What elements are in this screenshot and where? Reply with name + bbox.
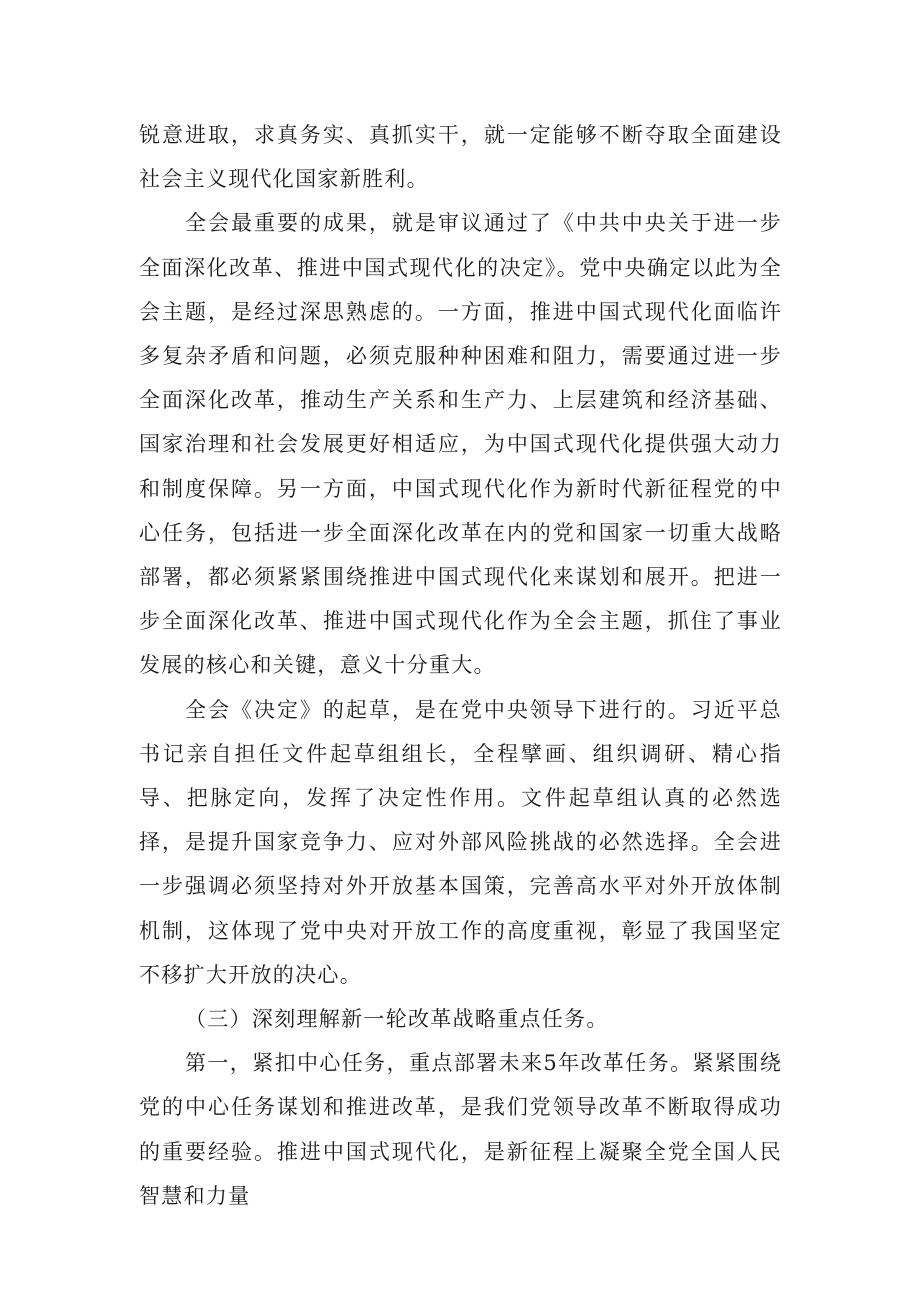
paragraph-decision-drafting: 全会《决定》的起草，是在党中央领导下进行的。习近平总书记亲自担任文件起草组组长，全程擘画、组织调研、精心指导、把脉定向，发挥了决定性作用。文件起草组认真的必然选择，是提升国家竞争力、应对外部风险挑战的必然选择。全会进一步强调必须坚持对外开放基本国策，完善高水平对外开放体制机制，这体现了党中央对开放工作的高度重视，彰显了我国坚定不移扩大开放的决心。: [139, 697, 782, 987]
document-body: [139, 113, 782, 1218]
section-heading-3: （三）深刻理解新一轮改革战略重点任务。: [185, 1007, 609, 1032]
paragraph-continuation: 锐意进取，求真务实、真抓实干，就一定能够不断夺取全面建设社会主义现代化国家新胜利。: [139, 123, 782, 192]
paragraph-first-point: 第一，紧扣中心任务，重点部署未来5年改革任务。紧紧围绕党的中心任务谋划和推进改革，是我们党领导改革不断取得成功的重要经验。推进中国式现代化，是新征程上凝聚全党全国人民智慧和力量: [139, 1051, 782, 1208]
paragraph-plenum-outcome: 全会最重要的成果，就是审议通过了《中共中央关于进一步全面深化改革、推进中国式现代化的决定》。党中央确定以此为全会主题，是经过深思熟虑的。一方面，推进中国式现代化面临许多复杂矛盾和问题，必须克服种种困难和阻力，需要通过进一步全面深化改革，推动生产关系和生产力、上层建筑和经济基础、国家治理和社会发展更好相适应，为中国式现代化提供强大动力和制度保障。另一方面，中国式现代化作为新时代新征程党的中心任务，包括进一步全面深化改革在内的党和国家一切重大战略部署，都必须紧紧围绕推进中国式现代化来谋划和展开。把进一步全面深化改革、推进中国式现代化作为全会主题，抓住了事业发展的核心和关键，意义十分重大。: [139, 211, 782, 678]
